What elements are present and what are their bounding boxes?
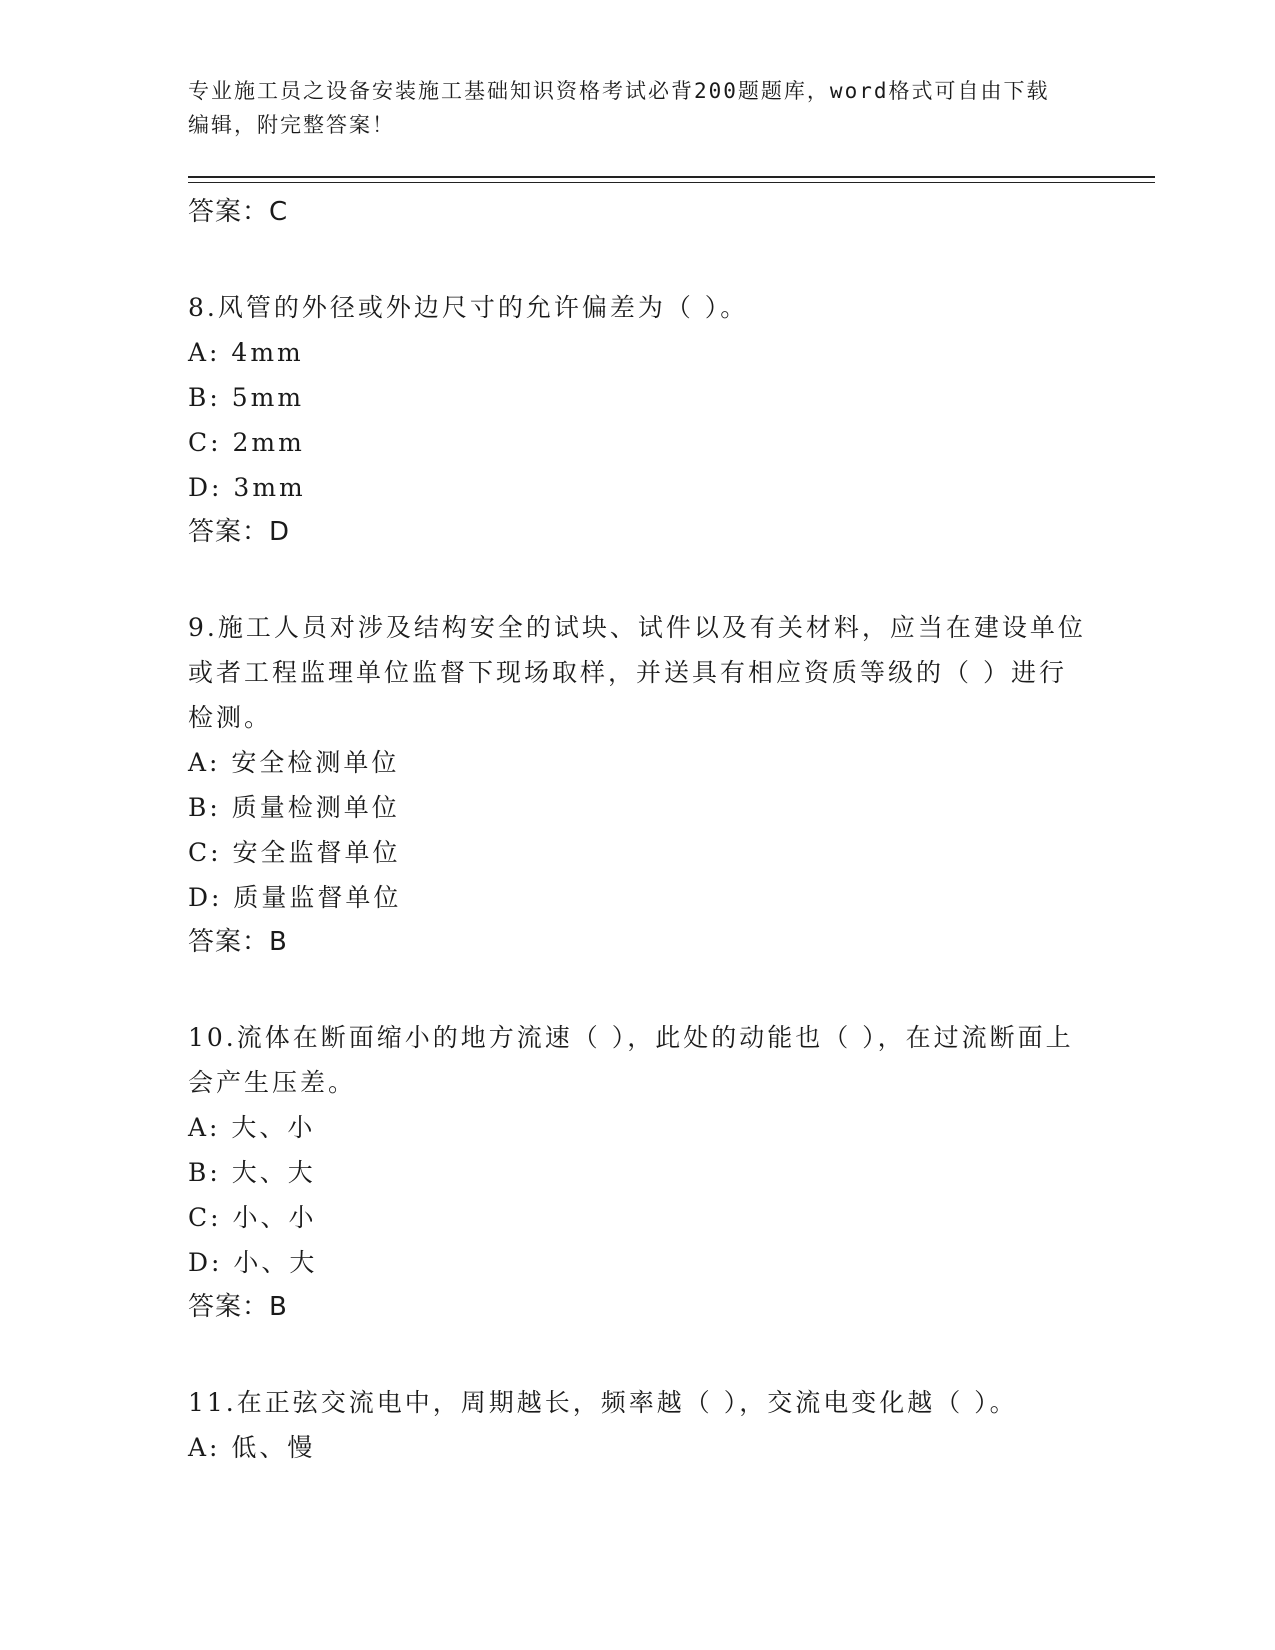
option-d: D: 3mm bbox=[188, 473, 306, 502]
option-c: C: 安全监督单位 bbox=[188, 838, 401, 867]
option-a: A: 低、慢 bbox=[188, 1433, 316, 1462]
header-rule-thick bbox=[188, 176, 1155, 178]
option-b: B: 质量检测单位 bbox=[188, 793, 400, 822]
option-a: A: 安全检测单位 bbox=[188, 748, 400, 777]
option-c: C: 小、小 bbox=[188, 1203, 317, 1232]
document-header: 专业施工员之设备安装施工基础知识资格考试必背200题题库，word格式可自由下载编辑，附完整答案！ bbox=[188, 79, 1050, 137]
question-stem: 9.施工人员对涉及结构安全的试块、试件以及有关材料，应当在建设单位或者工程监理单位监督下现场取样，并送具有相应资质等级的（ ）进行检测。 bbox=[188, 613, 1086, 732]
spacer bbox=[188, 555, 1088, 605]
question-answer: 答案：B bbox=[188, 927, 288, 957]
spacer bbox=[188, 965, 1088, 1015]
option-d: D: 小、大 bbox=[188, 1248, 318, 1277]
question-9 bbox=[188, 605, 1088, 965]
question-10 bbox=[188, 1015, 1088, 1330]
question-stem: 8.风管的外径或外边尺寸的允许偏差为（ ）。 bbox=[188, 293, 749, 322]
question-stem: 10.流体在断面缩小的地方流速（ ），此处的动能也（ ），在过流断面上会产生压差。 bbox=[188, 1023, 1074, 1097]
option-a: A: 大、小 bbox=[188, 1113, 316, 1142]
question-answer: 答案：D bbox=[188, 517, 291, 547]
previous-answer: 答案：C bbox=[188, 197, 289, 227]
question-stem: 11.在正弦交流电中，周期越长，频率越（ ），交流电变化越（ ）。 bbox=[188, 1388, 1018, 1417]
document-body bbox=[188, 190, 1088, 1470]
option-b: B: 大、大 bbox=[188, 1158, 316, 1187]
question-answer: 答案：B bbox=[188, 1292, 288, 1322]
option-b: B: 5mm bbox=[188, 383, 305, 412]
question-8 bbox=[188, 285, 1088, 555]
option-d: D: 质量监督单位 bbox=[188, 883, 402, 912]
spacer bbox=[188, 235, 1088, 285]
option-a: A: 4mm bbox=[188, 338, 304, 367]
spacer bbox=[188, 1330, 1088, 1380]
question-11 bbox=[188, 1380, 1088, 1470]
option-c: C: 2mm bbox=[188, 428, 305, 457]
header-rule-thin bbox=[188, 182, 1155, 183]
